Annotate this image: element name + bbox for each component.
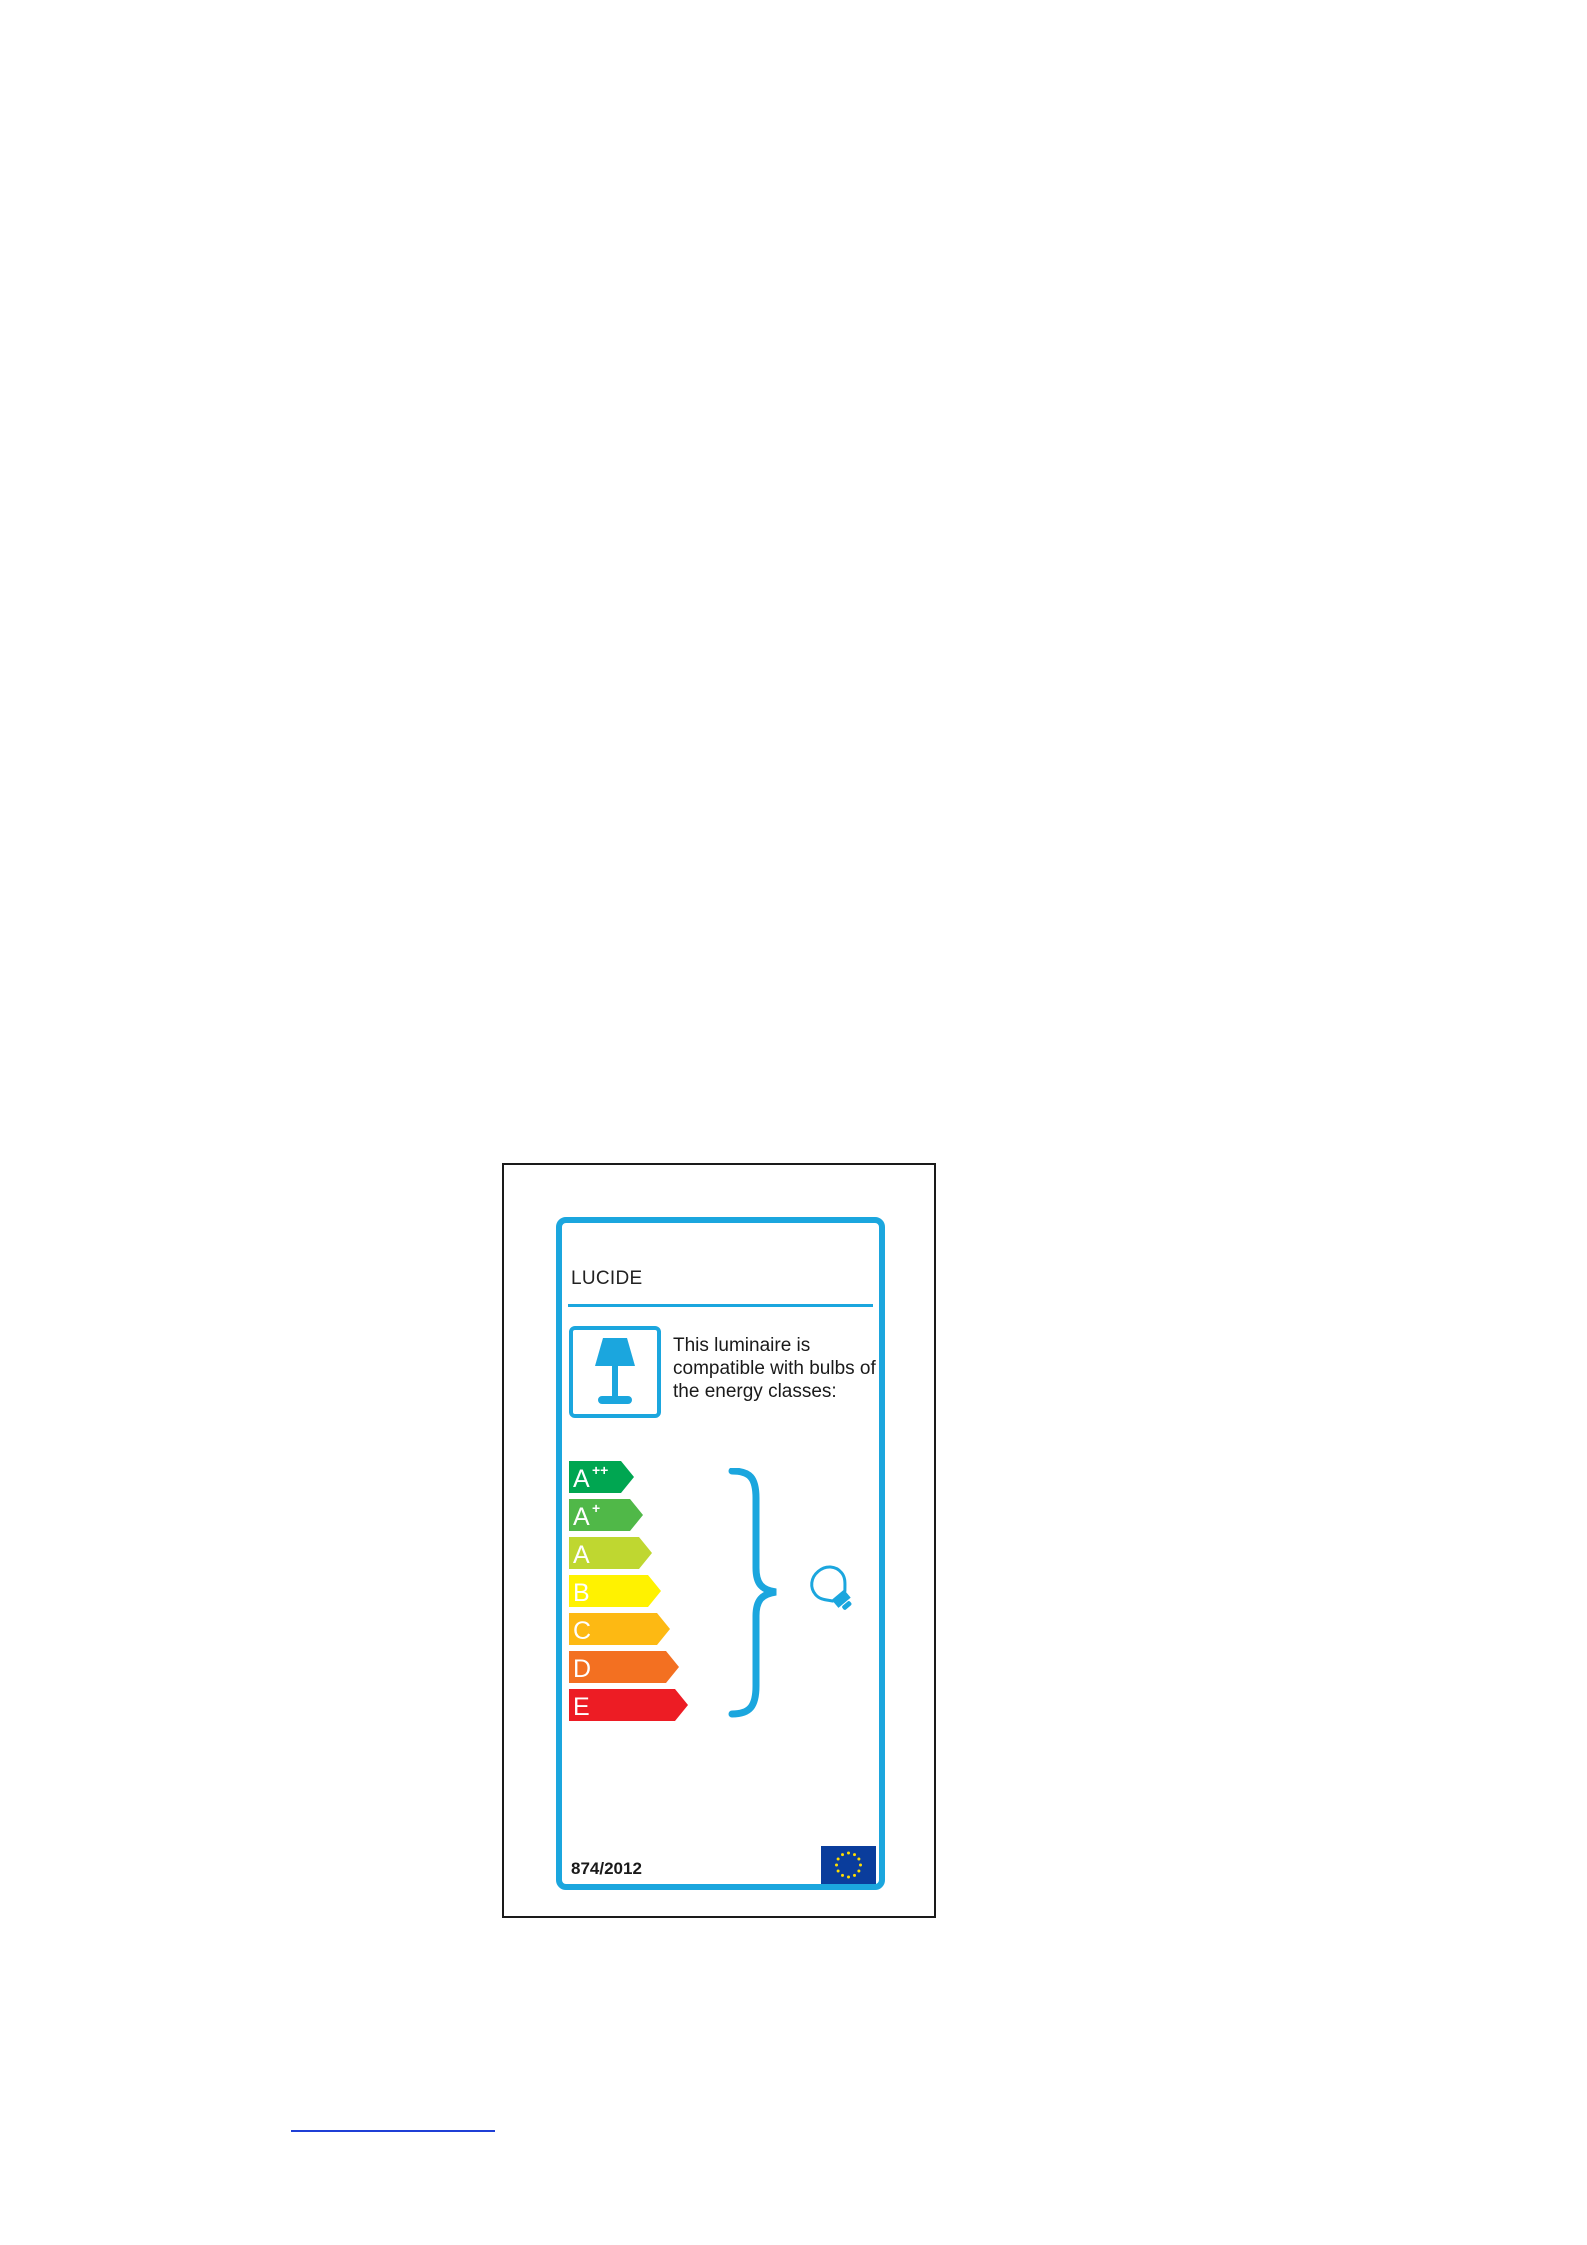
eu-star [835,1864,838,1867]
energy-class-letter: E [573,1693,590,1721]
energy-class-arrow [569,1461,634,1493]
eu-star [841,1853,844,1856]
eu-star [853,1874,856,1877]
energy-class-letter: A [573,1465,590,1493]
eu-star [847,1876,850,1879]
energy-class-letter: D [573,1655,592,1683]
energy-class-letter: A [573,1541,590,1569]
eu-flag-icon [821,1846,876,1884]
brace-icon [728,1468,788,1718]
energy-class-arrow [569,1537,652,1569]
energy-class-arrow [569,1651,679,1683]
footer-link-underline [291,2130,495,2132]
energy-class-arrow [569,1689,688,1721]
table-lamp-icon [569,1326,661,1418]
eu-star [853,1853,856,1856]
light-bulb-icon [804,1560,862,1618]
energy-class-arrow [569,1613,670,1645]
eu-star [837,1858,840,1861]
energy-label [556,1217,885,1890]
energy-class-arrow [569,1575,661,1607]
eu-star [841,1874,844,1877]
regulation-number: 874/2012 [571,1859,642,1878]
energy-class-arrow [569,1499,643,1531]
energy-class-letter: B [573,1579,590,1607]
eu-star [857,1858,860,1861]
brand-name: LUCIDE [571,1268,643,1289]
energy-label-frame [502,1163,936,1918]
energy-class-suffix: + [592,1500,601,1516]
eu-star [857,1870,860,1873]
energy-class-letter: C [573,1617,592,1645]
energy-class-suffix: ++ [592,1462,609,1478]
eu-star [837,1870,840,1873]
energy-class-letter: A [573,1503,590,1531]
energy-class-scale [569,1461,699,1731]
compatibility-text: This luminaire is compatible with bulbs of the energy classes: [673,1335,876,1402]
eu-star [847,1852,850,1855]
eu-star [859,1864,862,1867]
divider [568,1304,873,1307]
